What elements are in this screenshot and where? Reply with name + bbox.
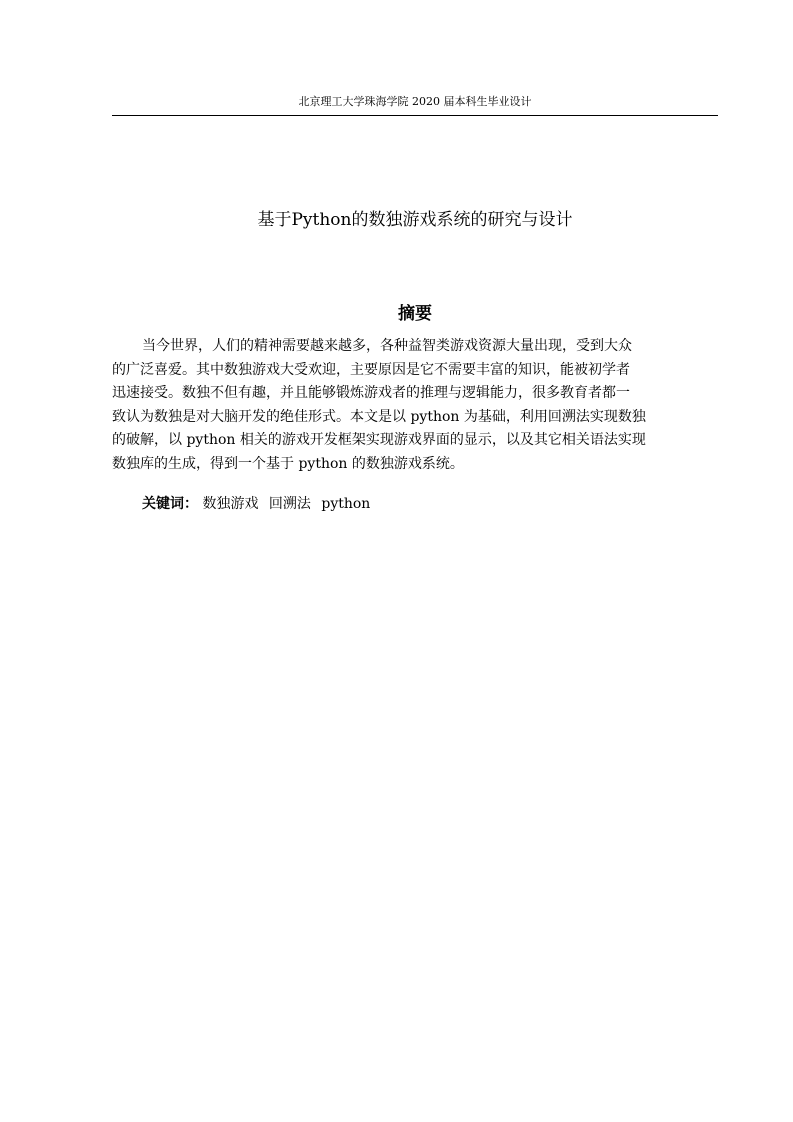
abstract-line: 数独库的生成，得到一个基于 python 的数独游戏系统。	[112, 455, 464, 472]
abstract-line: 当今世界，人们的精神需要越来越多，各种益智类游戏资源大量出现，受到大众	[142, 338, 632, 354]
paper-title: 基于Python的数独游戏系统的研究与设计	[257, 210, 573, 230]
keywords-label: 关键词：	[142, 496, 198, 512]
keyword-item: 数独游戏	[202, 496, 259, 512]
keywords-line	[142, 492, 376, 516]
abstract-line: 致认为数独是对大脑开发的绝佳形式。本文是以 python 为基础，利用回溯法实现数独	[112, 408, 646, 425]
running-header-text: 北京理工大学珠海学院 2020 届本科生毕业设计	[298, 95, 532, 108]
abstract-heading: 摘要	[398, 304, 432, 324]
abstract-line: 迅速接受。数独不但有趣，并且能够锻炼游戏者的推理与逻辑能力，很多教育者都一	[112, 385, 630, 402]
keyword-item: 回溯法	[268, 496, 311, 512]
keyword-item: python	[321, 496, 371, 512]
abstract-body	[112, 335, 706, 477]
running-header	[112, 93, 718, 116]
abstract-line: 的广泛喜爱。其中数独游戏大受欢迎，主要原因是它不需要丰富的知识，能被初学者	[112, 361, 630, 378]
abstract-line: 的破解，以 python 相关的游戏开发框架实现游戏界面的显示，以及其它相关语法实现	[112, 432, 646, 449]
